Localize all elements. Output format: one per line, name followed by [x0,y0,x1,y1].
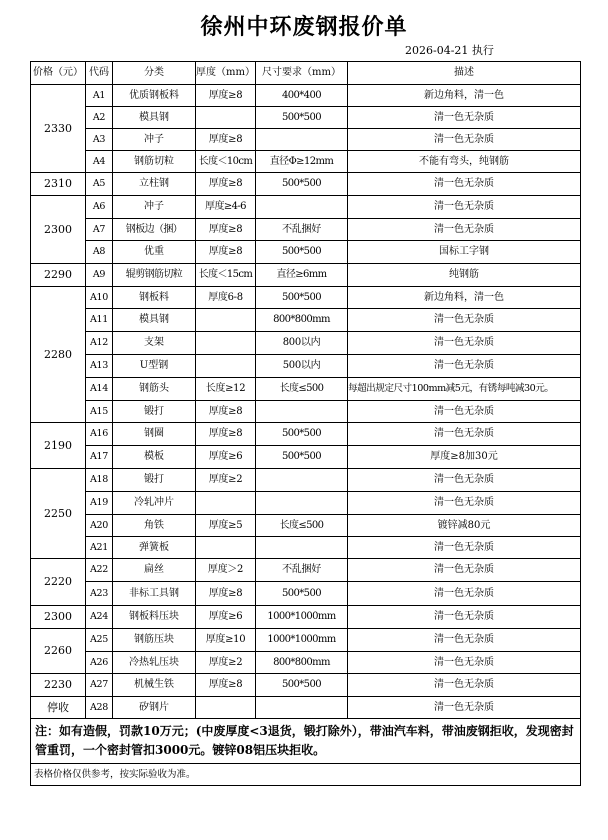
price-cell: 2300 [31,606,86,629]
thickness-cell [196,309,256,332]
size-cell: 500*500 [256,107,348,129]
code-cell: A26 [86,652,113,674]
thickness-cell: 厚度≥4-6 [196,196,256,219]
price-cell: 2280 [31,287,86,423]
table-row [31,287,581,309]
table-row [31,241,581,264]
size-cell: 直径Φ≥12mm [256,151,348,173]
price-cell: 2260 [31,629,86,674]
code-cell: A4 [86,151,113,173]
price-cell: 2230 [31,674,86,697]
footer-text: 表格价格仅供参考，按实际验收为准。 [31,764,581,786]
header-price: 价格（元） [31,62,86,85]
table-row [31,173,581,196]
table-row [31,107,581,129]
size-cell: 800以内 [256,332,348,355]
thickness-cell: 长度＜15cm [196,264,256,287]
size-cell: 500*500 [256,446,348,469]
category-cell: 钢筋头 [113,378,196,401]
code-cell: A12 [86,332,113,355]
table-row [31,469,581,492]
price-cell: 2220 [31,559,86,606]
size-cell: 1000*1000mm [256,629,348,652]
thickness-cell: 长度≥12 [196,378,256,401]
table-row [31,537,581,559]
category-cell: 角铁 [113,515,196,537]
size-cell: 长度≤500 [256,378,348,401]
table-row [31,674,581,697]
thickness-cell: 厚度≥8 [196,241,256,264]
category-cell: 钢筋压块 [113,629,196,652]
effective-date: 2026-04-21 执行 [405,44,494,57]
size-cell [256,537,348,559]
thickness-cell: 厚度≥2 [196,469,256,492]
category-cell: 优质钢板料 [113,85,196,107]
price-cell: 2290 [31,264,86,287]
thickness-cell [196,492,256,515]
code-cell: A11 [86,309,113,332]
size-cell: 直径≥6mm [256,264,348,287]
category-cell: 立柱钢 [113,173,196,196]
category-cell: 优重 [113,241,196,264]
thickness-cell [196,355,256,378]
table-row [31,559,581,582]
category-cell: U型钢 [113,355,196,378]
category-cell: 冲子 [113,129,196,151]
table-header-row [31,62,581,85]
description-cell: 纯钢筋 [348,264,581,287]
size-cell: 不乱捆好 [256,559,348,582]
description-cell: 厚度≥8加30元 [348,446,581,469]
code-cell: A2 [86,107,113,129]
description-cell: 清一色无杂质 [348,107,581,129]
size-cell [256,401,348,423]
description-cell: 清一色无杂质 [348,309,581,332]
table-row [31,492,581,515]
code-cell: A10 [86,287,113,309]
table-row [31,219,581,241]
size-cell: 不乱捆好 [256,219,348,241]
category-cell: 模具钢 [113,107,196,129]
thickness-cell: 厚度≥5 [196,515,256,537]
code-cell: A7 [86,219,113,241]
description-cell: 新边角料，清一色 [348,85,581,107]
footer-row [31,764,581,786]
code-cell: A9 [86,264,113,287]
code-cell: A19 [86,492,113,515]
category-cell: 支架 [113,332,196,355]
description-cell: 清一色无杂质 [348,492,581,515]
description-cell: 清一色无杂质 [348,423,581,446]
code-cell: A21 [86,537,113,559]
code-cell: A1 [86,85,113,107]
description-cell: 清一色无杂质 [348,537,581,559]
thickness-cell [196,697,256,719]
size-cell: 500以内 [256,355,348,378]
table-row [31,515,581,537]
description-cell: 清一色无杂质 [348,129,581,151]
size-cell: 500*500 [256,582,348,606]
category-cell: 机械生铁 [113,674,196,697]
description-cell: 镀锌减80元 [348,515,581,537]
code-cell: A23 [86,582,113,606]
description-cell: 清一色无杂质 [348,652,581,674]
table-row [31,196,581,219]
thickness-cell: 厚度6-8 [196,287,256,309]
price-cell: 2190 [31,423,86,469]
size-cell [256,196,348,219]
table-row [31,629,581,652]
thickness-cell [196,332,256,355]
description-cell: 新边角料，清一色 [348,287,581,309]
size-cell: 500*500 [256,423,348,446]
category-cell: 模板 [113,446,196,469]
table-row [31,151,581,173]
thickness-cell: 厚度≥10 [196,629,256,652]
thickness-cell: 厚度≥8 [196,173,256,196]
description-cell: 清一色无杂质 [348,401,581,423]
category-cell: 冷轧冲片 [113,492,196,515]
size-cell: 800*800mm [256,652,348,674]
thickness-cell: 厚度≥8 [196,582,256,606]
category-cell: 辊剪钢筋切粒 [113,264,196,287]
category-cell: 扁丝 [113,559,196,582]
thickness-cell: 厚度≥8 [196,674,256,697]
table-row [31,446,581,469]
size-cell: 400*400 [256,85,348,107]
description-cell: 清一色无杂质 [348,219,581,241]
category-cell: 钢圈 [113,423,196,446]
description-cell: 清一色无杂质 [348,674,581,697]
size-cell: 长度≤500 [256,515,348,537]
category-cell: 冷热轧压块 [113,652,196,674]
table-row [31,423,581,446]
description-cell: 清一色无杂质 [348,606,581,629]
description-cell: 清一色无杂质 [348,469,581,492]
code-cell: A28 [86,697,113,719]
category-cell: 锻打 [113,469,196,492]
code-cell: A22 [86,559,113,582]
header-description: 描述 [348,62,581,85]
size-cell: 500*500 [256,287,348,309]
description-cell: 清一色无杂质 [348,582,581,606]
price-table-body [31,62,581,786]
category-cell: 非标工具钢 [113,582,196,606]
note-row [31,719,581,764]
category-cell: 钢板料压块 [113,606,196,629]
price-cell: 2300 [31,196,86,264]
table-row [31,697,581,719]
table-row [31,378,581,401]
thickness-cell: 厚度≥8 [196,401,256,423]
category-cell: 锻打 [113,401,196,423]
table-row [31,85,581,107]
description-cell: 不能有弯头，纯钢筋 [348,151,581,173]
table-row [31,129,581,151]
price-cell: 2310 [31,173,86,196]
description-cell: 国标工字钢 [348,241,581,264]
code-cell: A24 [86,606,113,629]
category-cell: 钢板边（捆） [113,219,196,241]
category-cell: 冲子 [113,196,196,219]
code-cell: A18 [86,469,113,492]
page-title: 徐州中环废钢报价单 [200,14,408,40]
code-cell: A5 [86,173,113,196]
code-cell: A20 [86,515,113,537]
price-cell: 2330 [31,85,86,173]
price-cell: 停收 [31,697,86,719]
category-cell: 钢板料 [113,287,196,309]
thickness-cell [196,537,256,559]
thickness-cell: 厚度≥6 [196,446,256,469]
code-cell: A27 [86,674,113,697]
size-cell: 1000*1000mm [256,606,348,629]
code-cell: A25 [86,629,113,652]
thickness-cell: 厚度≥6 [196,606,256,629]
description-cell: 清一色无杂质 [348,332,581,355]
header-category: 分类 [113,62,196,85]
description-cell: 清一色无杂质 [348,355,581,378]
code-cell: A16 [86,423,113,446]
code-cell: A15 [86,401,113,423]
description-cell: 每超出规定尺寸100mm减5元，有锈每吨减30元。 [348,378,581,401]
thickness-cell: 长度＜10cm [196,151,256,173]
code-cell: A6 [86,196,113,219]
thickness-cell [196,107,256,129]
code-cell: A17 [86,446,113,469]
price-cell: 2250 [31,469,86,559]
header-size: 尺寸要求（mm） [256,62,348,85]
table-row [31,652,581,674]
header-code: 代码 [86,62,113,85]
size-cell: 500*500 [256,241,348,264]
thickness-cell: 厚度≥8 [196,85,256,107]
size-cell: 500*500 [256,674,348,697]
price-table [30,61,581,786]
thickness-cell: 厚度≥8 [196,129,256,151]
thickness-cell: 厚度≥2 [196,652,256,674]
size-cell [256,469,348,492]
code-cell: A14 [86,378,113,401]
table-row [31,355,581,378]
description-cell: 清一色无杂质 [348,173,581,196]
category-cell: 矽钢片 [113,697,196,719]
description-cell: 清一色无杂质 [348,697,581,719]
size-cell [256,492,348,515]
size-cell: 500*500 [256,173,348,196]
code-cell: A13 [86,355,113,378]
table-row [31,332,581,355]
description-cell: 清一色无杂质 [348,629,581,652]
thickness-cell: 厚度≥8 [196,423,256,446]
note-text: 注：如有造假，罚款10万元；(中废厚度<3退货，锻打除外），带油汽车料，带油废钢拒收，发现密封管重罚，一个密封管扣3000元。镀锌08铝压块拒收。 [31,719,581,764]
table-row [31,582,581,606]
thickness-cell: 厚度≥8 [196,219,256,241]
description-cell: 清一色无杂质 [348,559,581,582]
code-cell: A8 [86,241,113,264]
table-row [31,606,581,629]
header-thickness: 厚度（mm） [196,62,256,85]
category-cell: 模具钢 [113,309,196,332]
category-cell: 钢筋切粒 [113,151,196,173]
table-row [31,401,581,423]
size-cell [256,697,348,719]
table-row [31,309,581,332]
table-row [31,264,581,287]
thickness-cell: 厚度＞2 [196,559,256,582]
description-cell: 清一色无杂质 [348,196,581,219]
category-cell: 弹簧板 [113,537,196,559]
size-cell: 800*800mm [256,309,348,332]
code-cell: A3 [86,129,113,151]
size-cell [256,129,348,151]
